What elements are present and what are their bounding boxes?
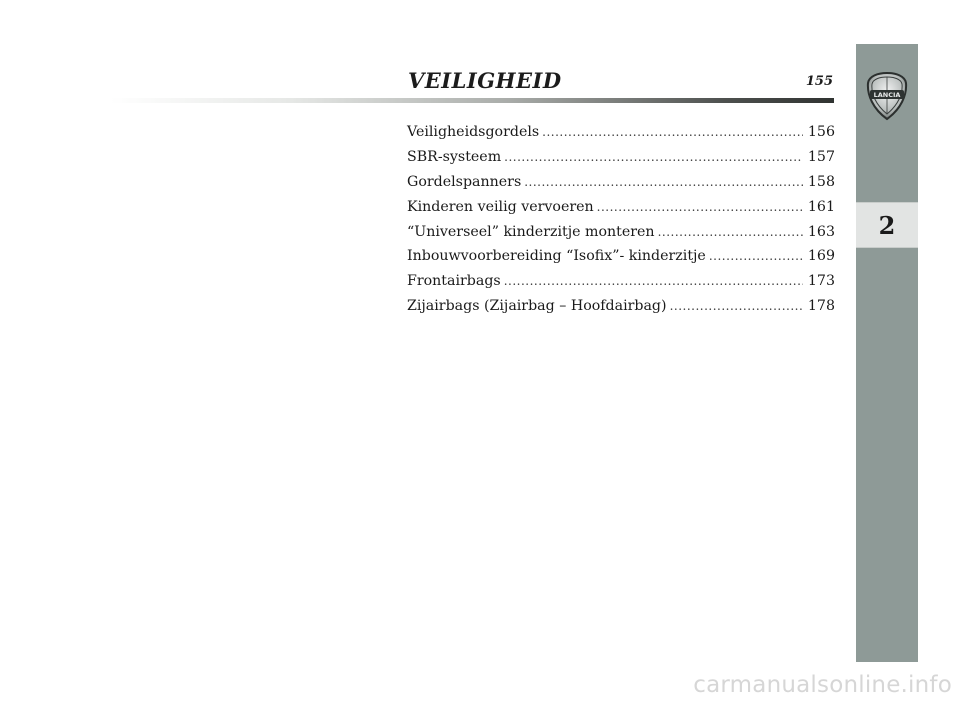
toc-leader-dots [504, 274, 803, 288]
toc-item-label: Inbouwvoorbereiding “Isofix”- kinderzitje [407, 248, 706, 265]
toc-item-page: 169 [807, 248, 835, 265]
toc-item-page: 161 [807, 198, 835, 215]
toc-leader-dots [542, 125, 803, 139]
header-rule [110, 98, 834, 103]
toc-leader-dots [504, 150, 803, 164]
toc-item[interactable] [407, 273, 835, 298]
toc-item-page: 173 [807, 273, 835, 290]
toc-item[interactable] [407, 248, 835, 273]
toc-item-label: SBR-systeem [407, 148, 502, 165]
toc-item[interactable] [407, 199, 835, 224]
section-title: VEILIGHEID [408, 68, 562, 93]
chapter-side-tab [856, 44, 918, 662]
toc-leader-dots [524, 175, 803, 189]
toc-item-page: 157 [807, 148, 835, 165]
toc-item-label: Frontairbags [407, 273, 501, 290]
toc-item[interactable] [407, 174, 835, 199]
toc-item[interactable] [407, 124, 835, 149]
toc-leader-dots [709, 249, 803, 263]
toc-item[interactable] [407, 224, 835, 249]
chapter-number: 2 [856, 202, 918, 248]
toc-item-label: Kinderen veilig vervoeren [407, 198, 594, 215]
toc-item-page: 156 [807, 124, 835, 140]
toc-item-label: Gordelspanners [407, 173, 522, 190]
logo-text: LANCIA [873, 91, 901, 99]
toc-leader-dots [597, 200, 803, 214]
toc-item-page: 178 [807, 298, 835, 315]
toc-item-label: Zijairbags (Zijairbag – Hoofdairbag) [407, 298, 667, 315]
page-number: 155 [805, 74, 833, 89]
logo-container [856, 44, 918, 148]
toc-item-page: 163 [807, 223, 835, 240]
toc-item[interactable] [407, 298, 835, 323]
watermark: carmanualsonline.info [693, 672, 952, 698]
toc-leader-dots [658, 225, 803, 239]
toc-item-page: 158 [807, 173, 835, 190]
toc-item-label: “Universeel” kinderzitje monteren [407, 223, 655, 240]
toc-item-label: Veiligheidsgordels [407, 124, 540, 140]
toc-item[interactable] [407, 149, 835, 174]
toc-leader-dots [670, 299, 803, 313]
table-of-contents [407, 124, 835, 323]
lancia-shield-icon [865, 71, 909, 121]
